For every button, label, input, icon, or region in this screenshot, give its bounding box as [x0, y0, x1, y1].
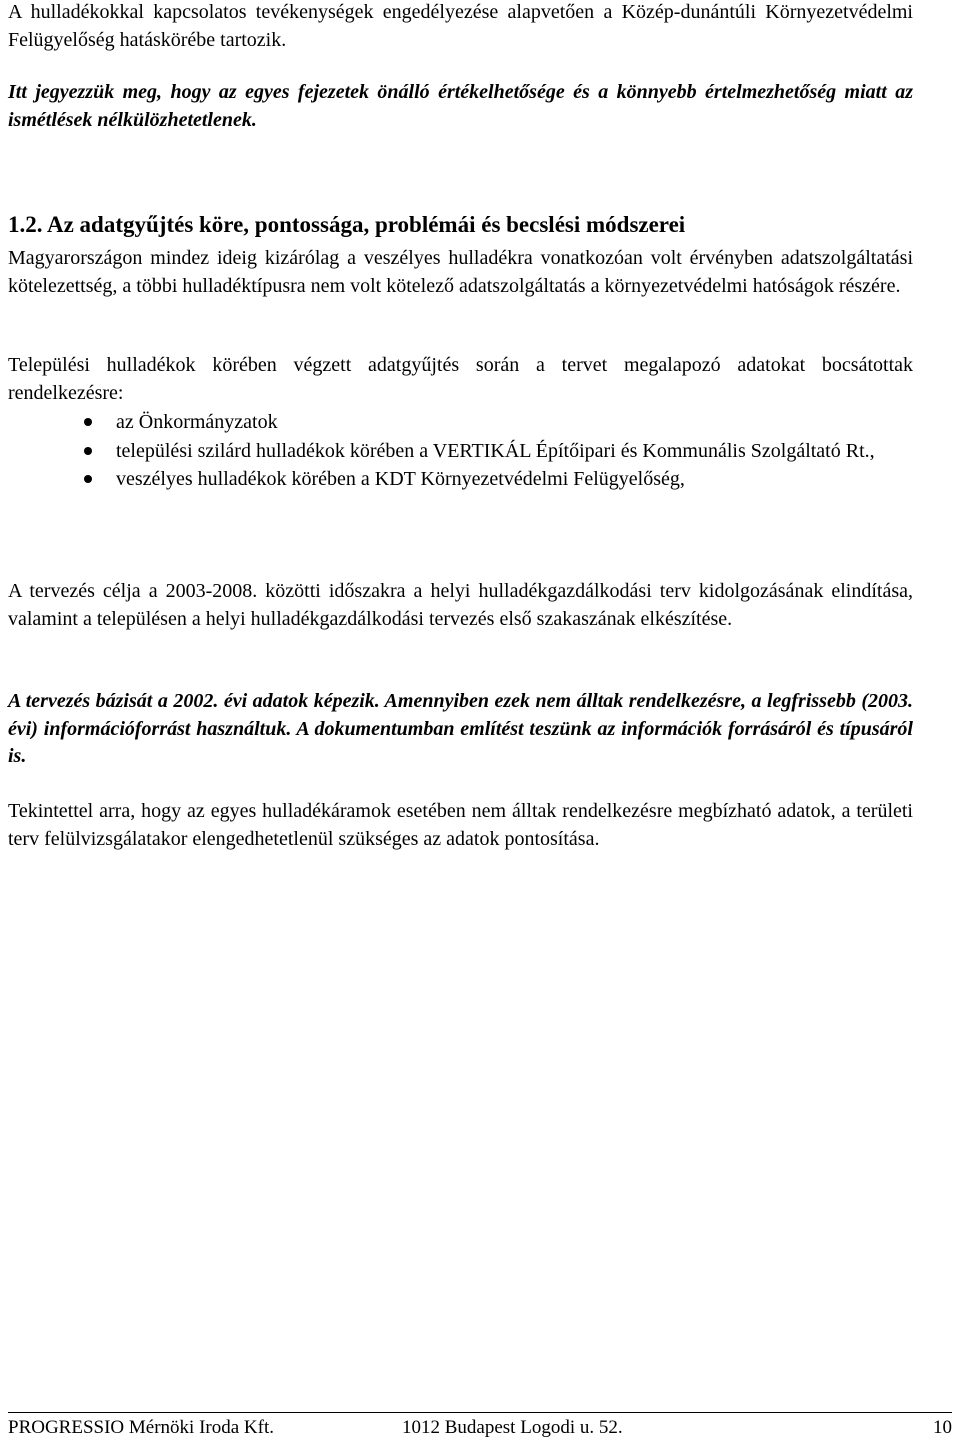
data-accuracy-paragraph: Tekintettel arra, hogy az egyes hulladékáramok esetében nem álltak rendelkezésre megbízható adatok, a területi terv felülvizsgálatakor elengedhetetlenül szükséges az adatok pontosítása. [8, 800, 913, 850]
list-item [8, 465, 913, 494]
list-item [8, 408, 913, 437]
settlement-waste-paragraph: Települési hulladékok körében végzett adatgyűjtés során a tervet megalapozó adatokat bocsátottak rendelkezésre: [8, 354, 913, 404]
footer-address: 1012 Budapest Logodi u. 52. [402, 1417, 623, 1438]
bullet-icon [84, 418, 92, 426]
list-item [8, 437, 913, 466]
section-heading: 1.2. Az adatgyűjtés köre, pontossága, problémái és becslési módszerei [8, 212, 686, 238]
data-collection-paragraph: Magyarországon mindez ideig kizárólag a veszélyes hulladékra vonatkozóan volt érvényben adatszolgáltatási kötelezettség, a többi hulladéktípusra nem volt kötelező adatszolgáltatás a környezetvédelmi hatóságok részére. [8, 247, 913, 297]
planning-goal-paragraph: A tervezés célja a 2003-2008. közötti időszakra a helyi hulladékgazdálkodási terv kidolgozásának elindítása, valamint a településen a helyi hulladékgazdálkodási tervezés első szakaszának elkészítése. [8, 580, 913, 630]
list-item-text: települési szilárd hulladékok körében a VERTIKÁL Építőipari és Kommunális Szolgáltató Rt., [116, 439, 875, 462]
footer-page-number: 10 [933, 1417, 952, 1438]
footer-company: PROGRESSIO Mérnöki Iroda Kft. [8, 1417, 274, 1438]
list-item-text: veszélyes hulladékok körében a KDT Környezetvédelmi Felügyelőség, [116, 468, 685, 490]
bullet-icon [84, 475, 92, 483]
bullet-icon [84, 447, 92, 455]
page-footer [8, 1412, 952, 1438]
list-item-text: az Önkormányzatok [116, 411, 278, 433]
data-provider-list [8, 408, 913, 494]
planning-base-paragraph: A tervezés bázisát a 2002. évi adatok képezik. Amennyiben ezek nem álltak rendelkezésre, a legfrissebb (2003. évi) információforrást használtuk. A dokumentumban említést teszünk az információk forrásáról és típusáról is. [8, 690, 913, 767]
intro-paragraph: A hulladékokkal kapcsolatos tevékenységek engedélyezése alapvetően a Közép-dunántúli Környezetvédelmi Felügyelőség hatáskörébe tartozik. [8, 1, 913, 51]
repetition-note: Itt jegyezzük meg, hogy az egyes fejezetek önálló értékelhetősége és a könnyebb értelmezhetőség miatt az ismétlések nélkülözhetetlenek. [8, 81, 913, 131]
